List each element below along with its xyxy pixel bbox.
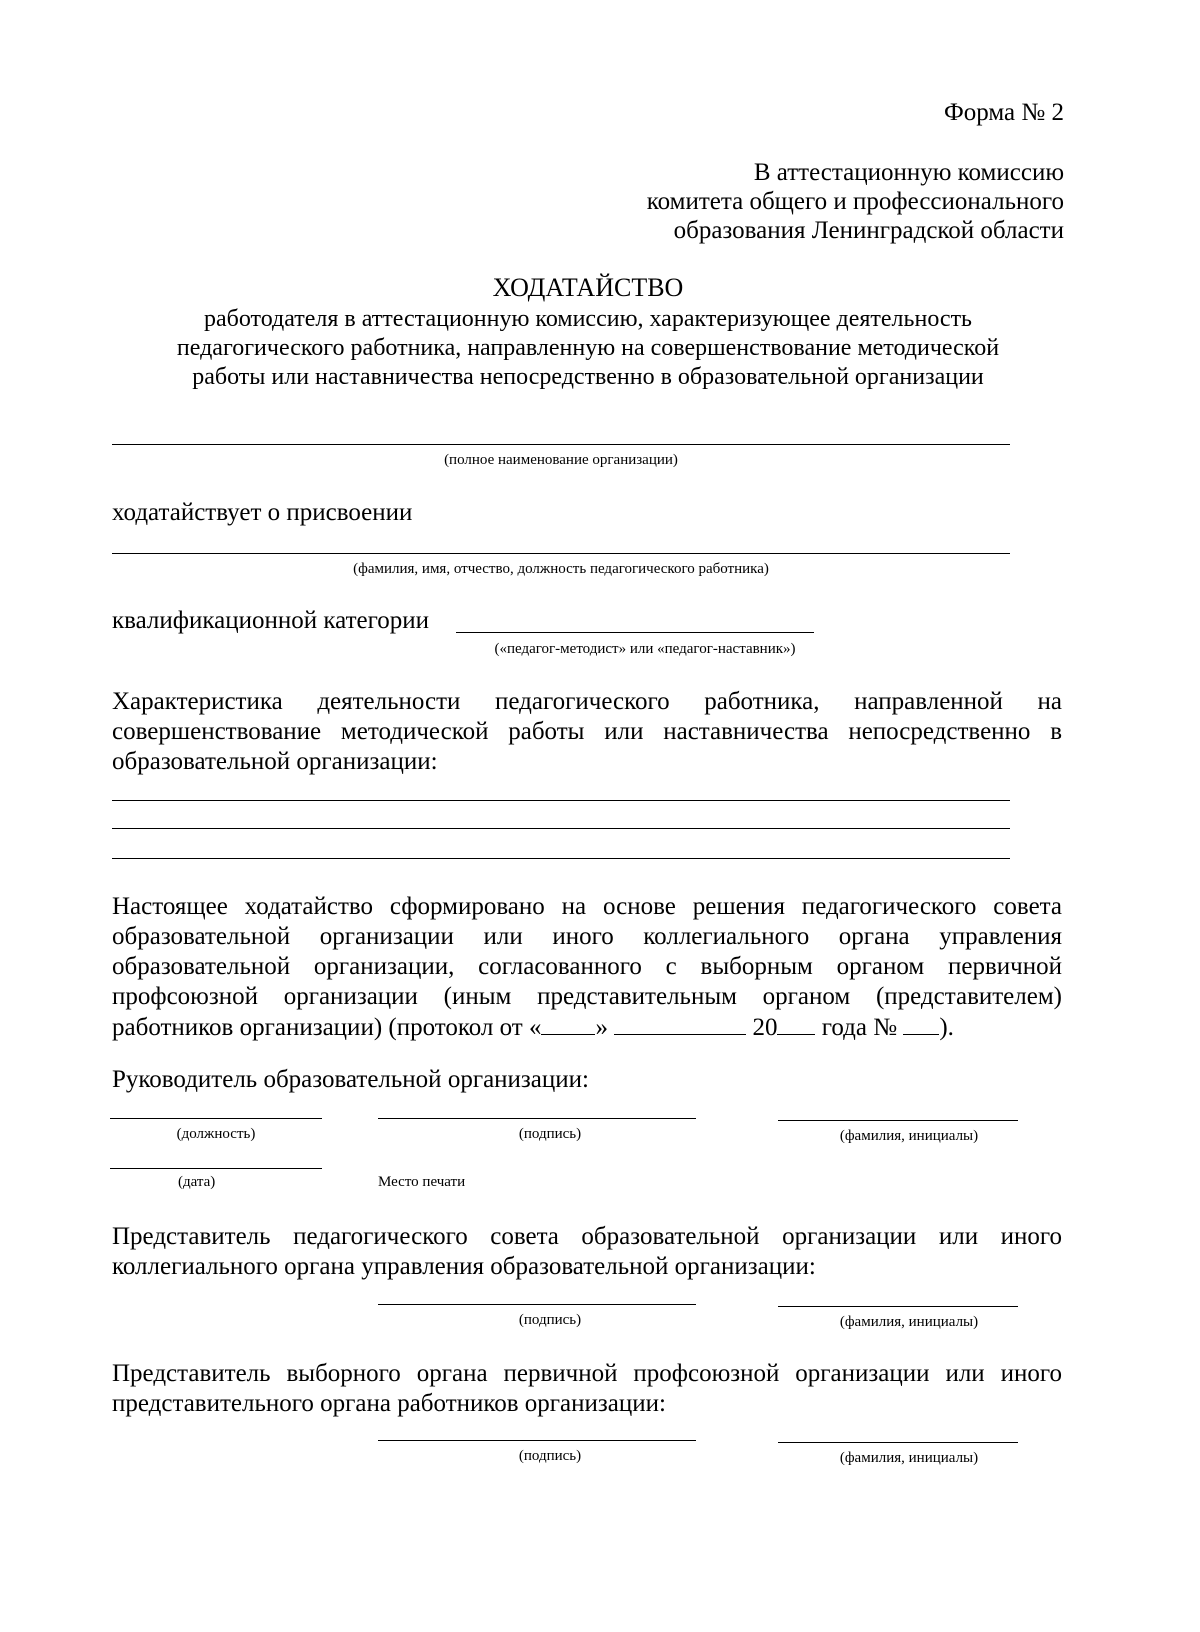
worker-name-caption: (фамилия, имя, отчество, должность педагогического работника): [353, 561, 769, 577]
seal-place-caption: Место печати: [378, 1174, 466, 1190]
category-label: квалификационной категории: [112, 607, 430, 634]
petitions-label: ходатайствует о присвоении: [112, 499, 413, 526]
union-fullname-line[interactable]: [778, 1442, 1018, 1443]
basis-year-suffix: года №: [821, 1014, 898, 1041]
form-number: Форма № 2: [944, 99, 1064, 126]
basis-end: ).: [939, 1014, 954, 1041]
head-fullname-line[interactable]: [778, 1120, 1018, 1121]
characteristic-text: Характеристика деятельности педагогического работника, направленной на совершенствование методической работы или наставничества непосредственно в образовательной организации:: [112, 688, 1062, 775]
category-line[interactable]: [456, 632, 814, 633]
addressee-line-3: образования Ленинградской области: [673, 217, 1064, 244]
head-label: Руководитель образовательной организации:: [112, 1066, 589, 1093]
basis-year-prefix: 20: [752, 1014, 778, 1041]
organization-name-line[interactable]: [112, 444, 1010, 445]
subtitle-line-1: работодателя в аттестационную комиссию, характеризующее деятельность: [204, 306, 972, 332]
council-rep-label: Представитель педагогического совета образовательной организации или иного коллегиального органа управления образовательной организации:: [112, 1223, 1062, 1280]
head-fullname-caption: (фамилия, инициалы): [839, 1128, 979, 1144]
council-signature-caption: (подпись): [518, 1312, 582, 1328]
addressee-line-1: В аттестационную комиссию: [753, 159, 1064, 186]
category-caption: («педагог-методист» или «педагог-наставник»): [494, 641, 796, 657]
protocol-number-field[interactable]: [903, 1012, 939, 1035]
date-caption: (дата): [178, 1174, 216, 1190]
council-signature-line[interactable]: [378, 1304, 696, 1305]
addressee-line-2: комитета общего и профессионального: [646, 188, 1064, 215]
subtitle-line-2: педагогического работника, направленную на совершенствование методической: [176, 335, 1000, 361]
council-fullname-line[interactable]: [778, 1306, 1018, 1307]
basis-quote-close: »: [595, 1014, 608, 1041]
union-signature-caption: (подпись): [518, 1448, 582, 1464]
union-fullname-caption: (фамилия, инициалы): [839, 1450, 979, 1466]
characteristic-line-3[interactable]: [112, 858, 1010, 859]
document-title: ХОДАТАЙСТВО: [492, 273, 684, 302]
protocol-year-field[interactable]: [777, 1012, 815, 1035]
union-signature-line[interactable]: [378, 1440, 696, 1441]
characteristic-line-2[interactable]: [112, 828, 1010, 829]
characteristic-line-1[interactable]: [112, 800, 1010, 801]
date-line[interactable]: [110, 1168, 322, 1169]
council-fullname-caption: (фамилия, инициалы): [839, 1314, 979, 1330]
organization-name-caption: (полное наименование организации): [444, 452, 678, 468]
basis-paragraph: [112, 892, 1062, 1043]
basis-text: Настоящее ходатайство сформировано на основе решения педагогического совета образовательной организации или иного коллегиального органа управления образовательной организации, согласованного с выборным органом первичной профсоюзной организации (иным представительным органом (представителем) работников организации) (протокол от «: [112, 893, 1062, 1041]
worker-name-line[interactable]: [112, 553, 1010, 554]
head-position-caption: (должность): [176, 1126, 256, 1142]
protocol-month-field[interactable]: [614, 1012, 746, 1035]
union-rep-label: Представитель выборного органа первичной профсоюзной организации или иного представительного органа работников организации:: [112, 1360, 1062, 1417]
subtitle-line-3: работы или наставничества непосредственно в образовательной организации: [192, 364, 984, 390]
head-position-line[interactable]: [110, 1118, 322, 1119]
head-signature-caption: (подпись): [518, 1126, 582, 1142]
protocol-day-field[interactable]: [541, 1012, 595, 1035]
head-signature-line[interactable]: [378, 1118, 696, 1119]
